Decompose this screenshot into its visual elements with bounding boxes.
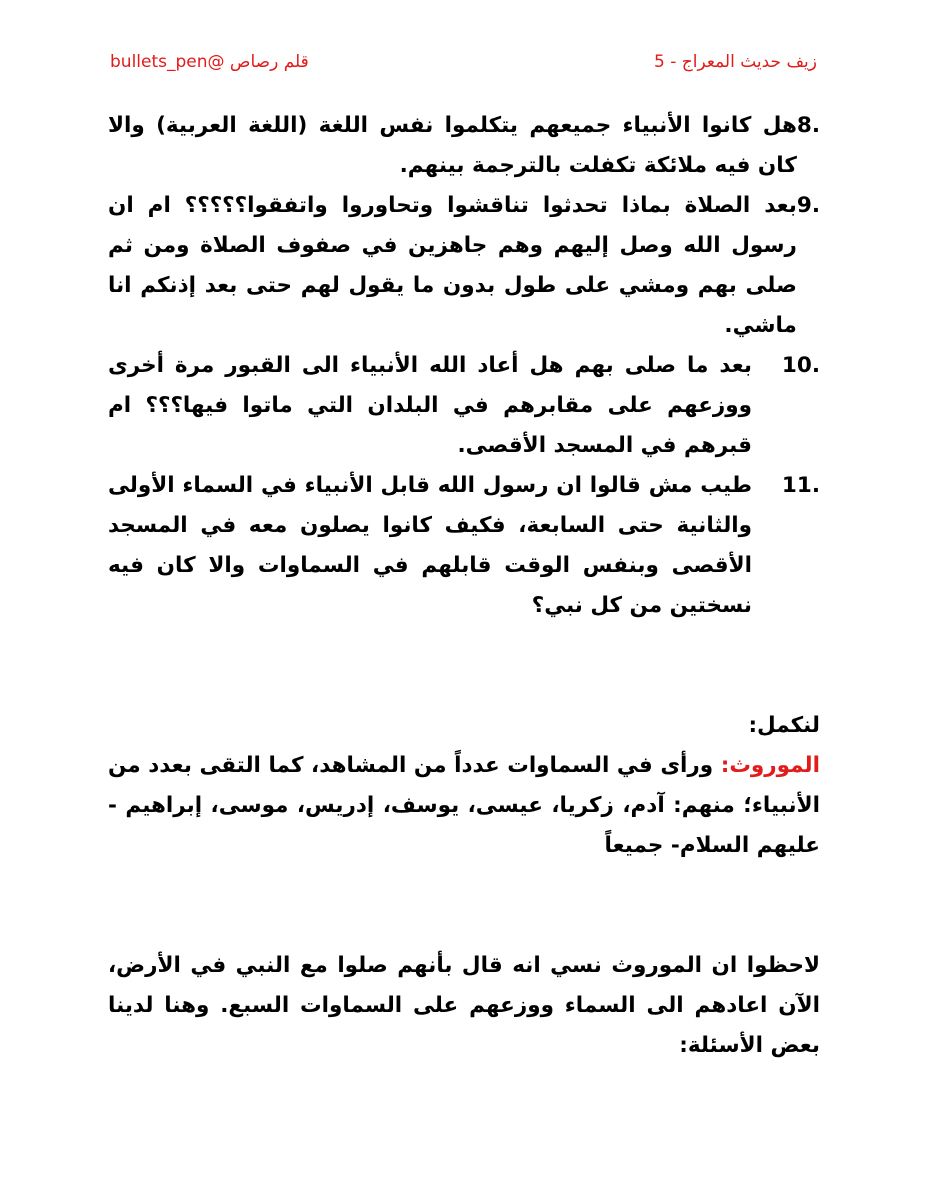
header-handle: قلم رصاص @bullets_pen xyxy=(110,52,309,72)
closing-paragraph: لاحظوا ان الموروث نسي انه قال بأنهم صلوا مع النبي في الأرض، الآن اعادهم الى السماء ووزعهم على السماوات السبع. وهنا لدينا بعض الأسئلة: xyxy=(108,953,820,1058)
continue-heading: لنكمل: xyxy=(748,713,820,738)
question-text: هل كانوا الأنبياء جميعهم يتكلموا نفس اللغة (اللغة العربية) والا كان فيه ملائكة تكفلت بالترجمة بينهم. xyxy=(108,113,797,178)
document-body xyxy=(108,106,820,1066)
question-item-10 xyxy=(108,346,820,466)
inherited-text: ورأى في السماوات عدداً من المشاهد، كما التقى بعدد من الأنبياء؛ منهم: آدم، زكريا، عيسى، يوسف، إدريس، موسى، إبراهيم - عليهم السلام- جميعاً xyxy=(108,753,820,858)
question-number: 11. xyxy=(781,473,820,498)
question-item-9 xyxy=(108,186,820,346)
question-number: 8. xyxy=(796,113,820,138)
question-text: بعد ما صلى بهم هل أعاد الله الأنبياء الى القبور مرة أخرى ووزعهم على مقابرهم في البلدان التي ماتوا فيها؟؟؟ ام قبرهم في المسجد الأقصى. xyxy=(108,353,752,458)
question-item-11 xyxy=(108,466,820,626)
question-number: 10. xyxy=(781,353,820,378)
question-number: 9. xyxy=(796,193,820,218)
question-text: بعد الصلاة بماذا تحدثوا تناقشوا وتحاوروا واتفقوا؟؟؟؟؟ ام ان رسول الله وصل إليهم وهم جاهزين في صفوف الصلاة ومن ثم صلى بهم ومشي على طول بدون ما يقول لهم حتى بعد إذنكم انا ماشي. xyxy=(108,193,797,338)
header-title: زيف حديث المعراج - 5 xyxy=(654,52,817,72)
question-item-8 xyxy=(108,106,820,186)
page-header xyxy=(110,52,817,82)
question-text: طيب مش قالوا ان رسول الله قابل الأنبياء في السماء الأولى والثانية حتى السابعة، فكيف كانوا يصلون معه في المسجد الأقصى وبنفس الوقت قابلهم في السماوات والا كان فيه نسختين من كل نبي؟ xyxy=(108,473,752,618)
inherited-paragraph xyxy=(108,746,820,866)
inherited-label: الموروث: xyxy=(720,753,820,778)
